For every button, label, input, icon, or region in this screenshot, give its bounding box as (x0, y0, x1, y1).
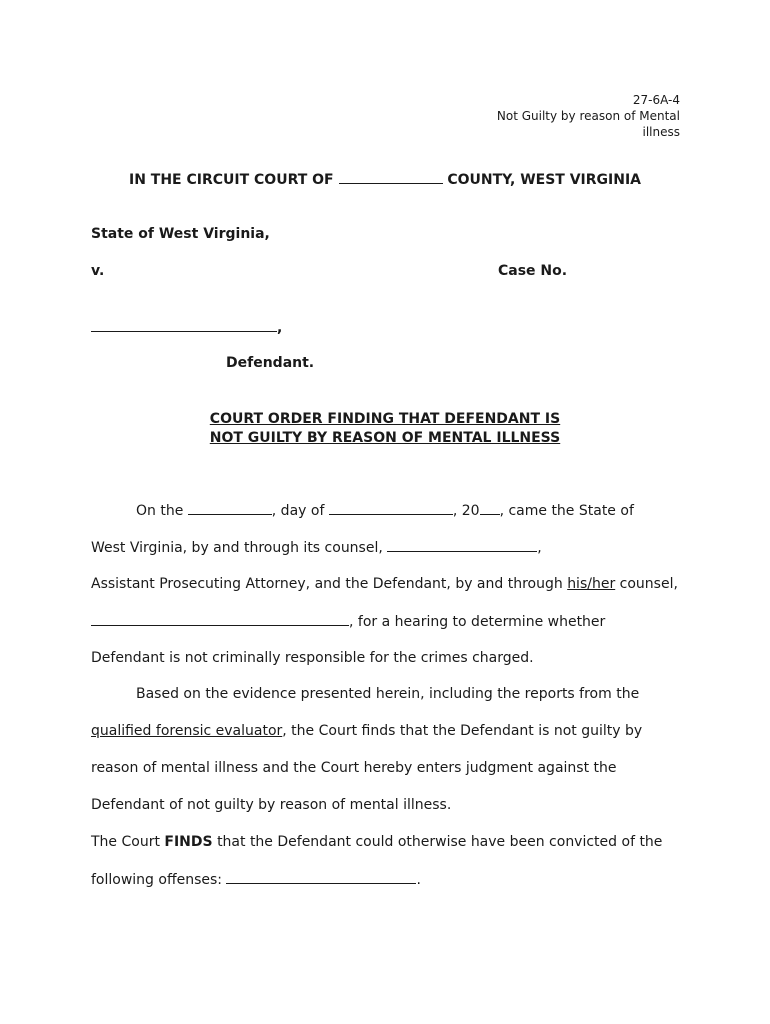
text-period: . (416, 872, 421, 888)
text-comma: , (537, 540, 542, 556)
prosecutor-blank (387, 539, 537, 552)
text-year-prefix: , 20 (452, 503, 480, 519)
plaintiff-name: State of West Virginia, (91, 226, 270, 242)
defendant-comma: , (277, 320, 283, 336)
defendant-label: Defendant. (226, 355, 315, 371)
text-finds: FINDS (164, 834, 213, 850)
paragraph-line-6: Based on the evidence presented herein, including the reports from the (136, 686, 640, 702)
defendant-name-blank (91, 319, 277, 332)
versus-label: v. (91, 263, 105, 279)
text-assistant-prosecuting: Assistant Prosecuting Attorney, and the Defendant, by and through (91, 576, 563, 592)
case-number-label: Case No. (498, 263, 568, 279)
form-identifier (460, 92, 680, 140)
text-counsel: West Virginia, by and through its counsel, (91, 540, 383, 556)
order-title (0, 410, 770, 448)
county-blank (339, 171, 443, 184)
month-blank (329, 502, 453, 515)
court-heading-prefix: IN THE CIRCUIT COURT OF (128, 172, 334, 188)
form-description-line1: Not Guilty by reason of Mental (496, 109, 680, 123)
paragraph-line-3 (91, 576, 678, 592)
paragraph-line-1 (136, 502, 634, 519)
paragraph-line-7 (91, 723, 642, 739)
text-day-of: , day of (271, 503, 325, 519)
text-convicted: that the Defendant could otherwise have been convicted of the (217, 834, 663, 850)
defendant-name-line (91, 319, 282, 336)
text-came-state: , came the State of (499, 503, 634, 519)
day-blank (188, 502, 272, 515)
paragraph-line-9: Defendant of not guilty by reason of mental illness. (91, 797, 452, 813)
court-heading-suffix: COUNTY, WEST VIRGINIA (447, 172, 641, 188)
offenses-blank (226, 871, 416, 884)
order-title-line2: NOT GUILTY BY REASON OF MENTAL ILLNESS (209, 430, 561, 446)
form-description-line2: illness (642, 125, 680, 139)
text-counsel-end: counsel, (619, 576, 678, 592)
text-on-the: On the (136, 503, 184, 519)
paragraph-line-4 (91, 613, 605, 630)
order-title-line1: COURT ORDER FINDING THAT DEFENDANT IS (209, 411, 561, 427)
paragraph-line-5: Defendant is not criminally responsible for the crimes charged. (91, 650, 534, 666)
paragraph-line-11 (91, 871, 421, 888)
text-his-her: his/her (567, 576, 616, 592)
text-hearing: , for a hearing to determine whether (349, 614, 606, 630)
court-heading (0, 171, 770, 188)
text-qualified-forensic-evaluator: qualified forensic evaluator (91, 723, 283, 739)
text-court-finds: , the Court finds that the Defendant is not guilty by (282, 723, 643, 739)
paragraph-line-8: reason of mental illness and the Court hereby enters judgment against the (91, 760, 617, 776)
text-the-court: The Court (91, 834, 160, 850)
paragraph-line-10 (91, 834, 662, 850)
form-number: 27-6A-4 (632, 93, 680, 107)
defense-counsel-blank (91, 613, 349, 626)
text-following-offenses: following offenses: (91, 872, 223, 888)
year-blank (480, 502, 500, 515)
paragraph-line-2 (91, 539, 542, 556)
